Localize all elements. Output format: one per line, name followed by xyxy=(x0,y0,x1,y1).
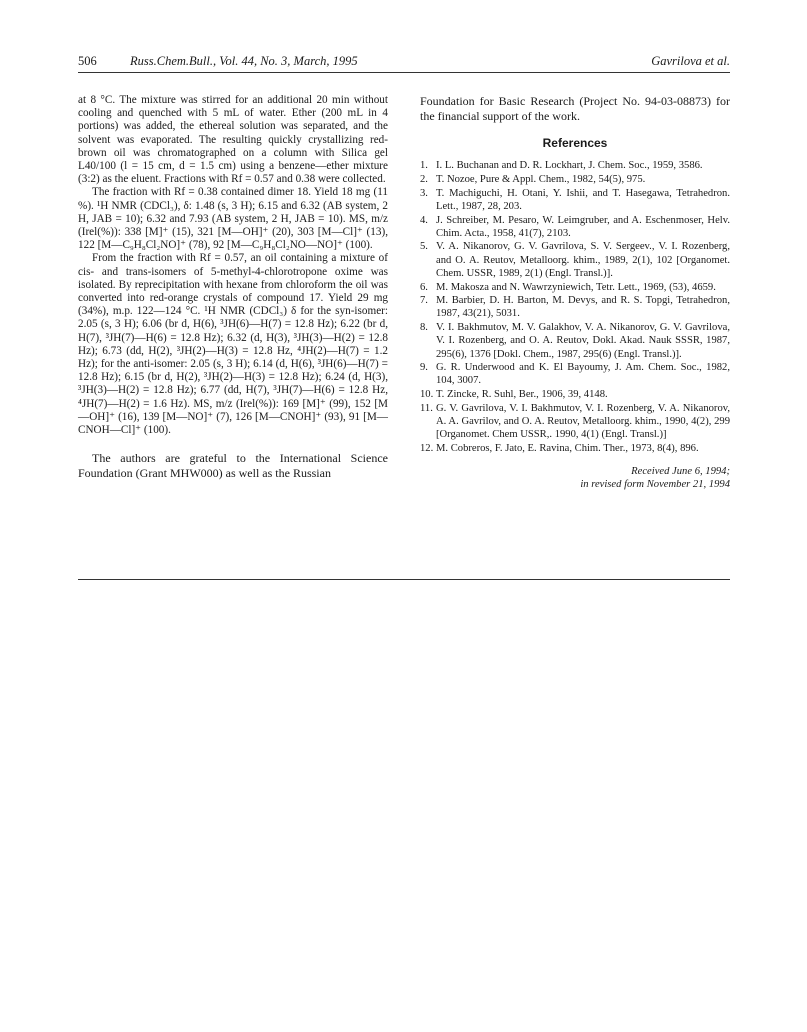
reference-text: M. Makosza and N. Wawrzyniewich, Tetr. Lett., 1969, (53), 4659. xyxy=(436,281,716,293)
journal-citation: Russ.Chem.Bull., Vol. 44, No. 3, March, 1995 xyxy=(130,54,358,68)
header-rule xyxy=(78,72,730,73)
reference-text: G. R. Underwood and K. El Bayoumy, J. Am. Chem. Soc., 1982, 104, 3007. xyxy=(436,362,730,387)
reference-number: 1. xyxy=(420,160,428,172)
left-column xyxy=(78,94,388,481)
reference-number: 12. xyxy=(420,442,434,454)
reference-list xyxy=(420,159,730,455)
paragraph-workup: at 8 °C. The mixture was stirred for an additional 20 min without cooling and quenched with 5 mL of water. Ether (200 mL in 4 portions) was added, the ethereal solution was separated, and the solvent was evaporated. The resulting quickly crystallizing red-brown oil was chromatographed on a column with Silica gel L40/100 (l = 15 cm, d = 1.5 cm) using a benzene—ether mixture (3:2) as the eluent. Fractions with Rf = 0.57 and 0.38 were collected. xyxy=(78,94,388,186)
reference-item xyxy=(420,442,730,455)
reference-item xyxy=(420,187,730,213)
reference-text: T. Nozoe, Pure & Appl. Chem., 1982, 54(5), 975. xyxy=(436,173,646,185)
reference-item xyxy=(420,321,730,361)
references-heading: References xyxy=(542,136,608,150)
reference-number: 5. xyxy=(420,241,428,253)
acknowledgement-paragraph: The authors are grateful to the International Science Foundation (Grant MHW000) as well as the Russian xyxy=(78,451,388,481)
reference-number: 4. xyxy=(420,214,428,226)
reference-number: 2. xyxy=(420,173,428,185)
reference-text: M. Barbier, D. H. Barton, M. Devys, and R. S. Topgi, Tetrahedron, 1987, 43(21), 5031. xyxy=(436,295,730,320)
reference-item xyxy=(420,402,730,442)
reference-item xyxy=(420,240,730,280)
received-dates xyxy=(420,465,730,491)
running-authors: Gavrilova et al. xyxy=(651,54,730,68)
reference-text: V. A. Nikanorov, G. V. Gavrilova, S. V. Sergeev., V. I. Rozenberg, and O. A. Reutov, Metalloorg. khim., 1989, 2(1), 102 [Organomet. Chem. USSR, 1989, 2(1) (Engl. Transl.)]. xyxy=(436,241,730,279)
reference-item xyxy=(420,361,730,387)
reference-item xyxy=(420,214,730,240)
reference-text: I. L. Buchanan and D. R. Lockhart, J. Chem. Soc., 1959, 3586. xyxy=(436,160,703,172)
reference-text: J. Schreiber, M. Pesaro, W. Leimgruber, and A. Eschenmoser, Helv. Chim. Acta., 1958, 41(7), 2103. xyxy=(436,214,730,239)
page-header xyxy=(78,54,730,74)
reference-text: T. Machiguchi, H. Otani, Y. Ishii, and T. Hasegawa, Tetrahedron. Lett., 1987, 28, 203. xyxy=(436,187,730,212)
revised-date: in revised form November 21, 1994 xyxy=(580,479,730,491)
received-date: Received June 6, 1994; xyxy=(631,466,730,478)
reference-item xyxy=(420,173,730,186)
reference-text: V. I. Bakhmutov, M. V. Galakhov, V. A. Nikanorov, G. V. Gavrilova, V. I. Rozenberg, and O. A. Reutov, Dokl. Akad. Nauk SSSR, 1987, 295(6), 1376 [Dokl. Chem., 1987, 295(6) (Engl. Transl.)]. xyxy=(436,322,730,360)
reference-number: 6. xyxy=(420,281,428,293)
acknowledgement-continuation: Foundation for Basic Research (Project No. 94-03-08873) for the financial support of the work. xyxy=(420,94,730,123)
reference-number: 8. xyxy=(420,322,428,334)
reference-number: 7. xyxy=(420,295,428,307)
reference-number: 10. xyxy=(420,389,434,401)
reference-number: 9. xyxy=(420,362,428,374)
reference-item xyxy=(420,388,730,401)
reference-text: T. Zincke, R. Suhl, Ber., 1906, 39, 4148. xyxy=(436,389,608,401)
reference-text: G. V. Gavrilova, V. I. Bakhmutov, V. I. Rozenberg, V. A. Nikanorov, A. A. Gavrilov, and O. A. Reutov, Metalloorg. khim., 1990, 4(2), 299 [Organomet. Chem USSR,. 1990, 4(1) (Engl. Transl.)] xyxy=(436,402,730,441)
reference-item xyxy=(420,281,730,294)
reference-text: M. Cobreros, F. Jato, E. Ravina, Chim. Ther., 1973, 8(4), 896. xyxy=(436,442,699,454)
right-column xyxy=(420,94,730,492)
reference-number: 3. xyxy=(420,187,428,199)
paragraph-dimer: The fraction with Rf = 0.38 contained dimer 18. Yield 18 mg (11 %). ¹H NMR (CDCl₃), δ: 1.48 (s, 3 H); 6.15 and 6.32 (AB system, 2 H, JAB = 10); 6.32 and 7.93 (AB system, 2 H, JAB = 10). MS, m/z (Irel(%)): 338 [M]⁺ (15), 321 [M—OH]⁺ (20), 303 [M—Cl]⁺ (13), 122 [M—C₉H₈Cl₂NO]⁺ (78), 92 [M—C₉H₈Cl₂NO—NO]⁺ (100). xyxy=(78,186,388,252)
paragraph-oxime: From the fraction with Rf = 0.57, an oil containing a mixture of cis- and trans-isomers of 5-methyl-4-chlorotropone oxime was isolated. By reprecipitation with hexane from chloroform the oil was converted into red-orange crystals of compound 17. Yield 29 mg (34%), m.p. 122—124 °C. ¹H NMR (CDCl₃) δ for the syn-isomer: 2.05 (s, 3 H); 6.06 (br d, H(6), ³JH(6)—H(7) = 12.8 Hz); 6.22 (br d, H(7), ³JH(7)—H(6) = 12.8 Hz); 6.32 (d, H(3), ³JH(3)—H(2) = 12.8 Hz); 6.73 (dd, H(2), ³JH(2)—H(3) = 12.8 Hz, ⁴JH(2)—H(7) = 1.2 Hz); for the anti-isomer: 2.05 (s, 3 H); 6.14 (d, H(6), ³JH(6)—H(7) = 12.8 Hz); 6.15 (br d, H(2), ³JH(2)—H(3) = 12.8 Hz); 6.24 (d, H(3), ³JH(3)—H(2) = 12.8 Hz); 6.77 (dd, H(7), ³JH(7)—H(6) = 12.8 Hz, ⁴JH(7)—H(2) = 1.6 Hz). MS, m/z (Irel(%)): 169 [M]⁺ (99), 152 [M—OH]⁺ (16), 139 [M—NO]⁺ (7), 126 [M—CNOH]⁺ (93), 91 [M—CNOH—Cl]⁺ (100). xyxy=(78,252,388,437)
page-number: 506 xyxy=(78,54,97,68)
reference-item xyxy=(420,294,730,320)
footer-rule xyxy=(78,579,730,580)
reference-number: 11. xyxy=(420,402,433,414)
reference-item xyxy=(420,159,730,172)
